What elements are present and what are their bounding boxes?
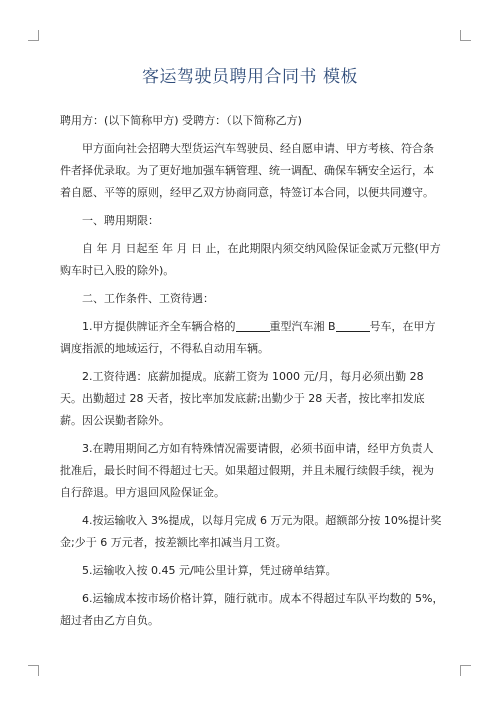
document-title: 客运驾驶员聘用合同书 模板: [142, 67, 358, 87]
parties-line: 聘用方：(以下简称甲方) 受聘方：（以下简称乙方): [60, 114, 302, 127]
item-4: 4.按运输收入 3%提成，以每月完成 6 万元为限。超额部分按 10%提计奖金;少于 6 万元者，按差额比率扣减当月工资。: [60, 514, 442, 549]
crop-mark-top-right: [460, 30, 471, 41]
item-1-text-c: 号车，在甲方调度指派的地域运行，不得私自动用车辆。: [60, 320, 436, 355]
crop-mark-bottom-right: [460, 665, 471, 676]
item-1: [60, 316, 444, 360]
blank-field: [236, 319, 270, 332]
item-1-text-b: 重型汽车湘 B: [269, 320, 336, 333]
intro-paragraph: 甲方面向社会招聘大型货运汽车驾驶员、经自愿申请、甲方考核、符合条件者择优录取。为了更好地加强车辆管理、统一调配、确保车辆安全运行，本着自愿、平等的原则，经甲乙双方协商同意，特签订本合同，以便共同遵守。: [60, 142, 434, 199]
section-1-heading: 一、聘用期限：: [82, 214, 159, 227]
item-1-text-a: 1.甲方提供牌证齐全车辆合格的: [82, 320, 236, 333]
crop-mark-top-left: [28, 30, 39, 41]
item-2: 2.工资待遇：底薪加提成。底薪工资为 1000 元/月，每月必须出勤 28 天。出勤超过 28 天者，按比率加发底薪;出勤少于 28 天者，按比率扣发底薪。因公误勤者除外。: [60, 370, 425, 427]
section-1-body: 自 年 月 日起至 年 月 日 止，在此期限内须交纳风险保证金贰万元整(甲方购车时已入股的除外)。: [60, 242, 441, 277]
section-2-heading: 二、工作条件、工资待遇：: [82, 292, 214, 305]
item-3: 3.在聘用期间乙方如有特殊情况需要请假，必须书面申请，经甲方负责人批准后，最长时间不得超过七天。如果超过假期，并且未履行续假手续，视为自行辞退。甲方退回风险保证金。: [60, 442, 434, 499]
blank-field: [336, 319, 370, 332]
item-5: 5.运输收入按 0.45 元/吨公里计算，凭过磅单结算。: [82, 564, 337, 577]
item-6: 6.运输成本按市场价格计算，随行就市。成本不得超过车队平均数的 5%，超过者由乙方自负。: [60, 592, 444, 627]
crop-mark-bottom-left: [28, 665, 39, 676]
document-body: [60, 110, 444, 632]
